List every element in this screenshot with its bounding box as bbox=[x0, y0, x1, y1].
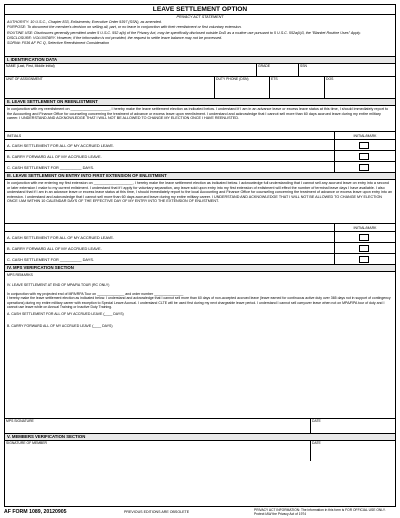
previous-editions-note: PREVIOUS EDITIONS ARE OBSOLETE bbox=[124, 510, 190, 514]
mps-tour-statement: I hereby make the leave settlement election as indicated below. I understand and acknowledge that I cannot sell more than 60 days of non-accepted accrued leave (leave earned for continuous active duty over 365 days not in support of contingency operations) during my entire military career with exception to Special Leave Accrual. I understand CLTE will be used first during my next chargeable leave period. I understand I cannot sell carryover leave when not on MPA/RPA tour of duty and I cannot use leave while on Annual Training or Inactive Duty Training. bbox=[7, 296, 391, 310]
routine-label: ROUTINE USE: bbox=[7, 30, 34, 35]
mps-tour-heading: IV. LEAVE SETTLEMENT AT END OF MPA/RA TOUR (RC ONLY) bbox=[7, 283, 110, 288]
section2-option-b-checkbox[interactable] bbox=[359, 153, 369, 160]
section2-heading: II. LEAVE SETTLEMENT ON REENLISTMENT bbox=[5, 99, 395, 106]
section3-option-b-checkbox[interactable] bbox=[359, 245, 369, 252]
authority-text: 10 U.S.C., Chapter 833, Enlistments; Executive Order 9397 (SSN), as amended. bbox=[30, 20, 162, 25]
mps-date-field[interactable] bbox=[311, 419, 395, 433]
purpose-label: PURPOSE: bbox=[7, 25, 27, 30]
authority-label: AUTHORITY: bbox=[7, 20, 30, 25]
section3-option-c-label: C. CASH SETTLEMENT FOR __________ DAYS. bbox=[5, 254, 335, 264]
unit-label: UNIT OF ASSIGNMENT bbox=[6, 77, 43, 81]
section2-option-a-label: A. CASH SETTLEMENT FOR ALL OF MY ACCRUED LEAVE. bbox=[5, 140, 335, 150]
section3-heading: III. LEAVE SETTLEMENT ON ENTRY INTO FIRST EXTENSION OF ENLISTMENT bbox=[5, 173, 395, 180]
section3-initials-header bbox=[5, 224, 395, 232]
ssn-field[interactable] bbox=[299, 64, 395, 76]
routine-text: Disclosures generally permitted under 5 U.S.C. 552 a(b) of the Privacy Act, may be specifically disclosed outside DoD as a routine use pursuant to 5 U.S.C. 552a(b)3, the "Blanket Routine Uses" Apply. bbox=[34, 30, 361, 35]
section2-option-c bbox=[5, 162, 395, 173]
purpose-text: To document the member's decision on selling all, part, or no leave in conjunction with their reenlistment or first voluntary extension. bbox=[27, 25, 242, 30]
section3-option-b bbox=[5, 243, 395, 254]
dos-field[interactable] bbox=[325, 77, 395, 98]
section2-option-b-label: B. CARRY FORWARD ALL OF MY ACCRUED LEAVE. bbox=[5, 151, 335, 161]
duty-phone-label: DUTY PHONE (DSN) bbox=[216, 77, 249, 81]
section2-option-b bbox=[5, 151, 395, 162]
ets-field[interactable] bbox=[270, 77, 325, 98]
sorn-text: F036 AF PC Q, Selective Reenlistment Consideration bbox=[21, 41, 110, 46]
grade-field[interactable] bbox=[257, 64, 299, 76]
section2-initial-mark-label: INITIAL/MARK bbox=[353, 134, 377, 138]
mps-signature-label: MPS SIGNATURE bbox=[6, 419, 34, 423]
form-title: LEAVE SETTLEMENT OPTION bbox=[5, 5, 395, 15]
grade-label: GRADE bbox=[258, 64, 271, 68]
section3-option-c bbox=[5, 254, 395, 265]
mps-remarks-area[interactable] bbox=[5, 272, 395, 419]
privacy-act-statement bbox=[5, 15, 395, 57]
section3-option-b-label: B. CARRY FORWARD ALL OF MY ACCRUED LEAVE. bbox=[5, 243, 335, 253]
section2-option-a-checkbox[interactable] bbox=[359, 142, 369, 149]
section5-heading: V. MEMBERS VERIFICATION SECTION bbox=[5, 434, 395, 441]
dos-label: DOS bbox=[326, 77, 334, 81]
member-signature-field[interactable] bbox=[5, 441, 311, 461]
disclosure-text: VOLUNTARY. However, if the information is not provided, the request to settle leave balance may not be processed. bbox=[33, 35, 223, 40]
mps-remarks-label: MPS REMARKS bbox=[7, 273, 33, 277]
ets-label: ETS bbox=[271, 77, 278, 81]
name-field[interactable] bbox=[5, 64, 257, 76]
privacy-header: PRIVACY ACT STATEMENT bbox=[176, 15, 224, 19]
section2-initials-header bbox=[5, 132, 395, 140]
section3-option-c-checkbox[interactable] bbox=[359, 256, 369, 263]
section3-option-a-label: A. CASH SETTLEMENT FOR ALL OF MY ACCRUED LEAVE. bbox=[5, 232, 335, 242]
section2-initials-label: INITIALS bbox=[5, 132, 335, 139]
sorn-line bbox=[7, 41, 393, 46]
mps-option-a: A. CASH SETTLEMENT FOR ALL OF MY ACCRUED LEAVE (____ DAYS) bbox=[7, 312, 124, 317]
leave-settlement-form bbox=[4, 4, 396, 507]
section2-option-a bbox=[5, 140, 395, 151]
mps-option-b: B. CARRY FORWARD ALL OF MY ACCRUED LEAVE (____ DAYS) bbox=[7, 323, 113, 328]
mps-signature-field[interactable] bbox=[5, 419, 311, 433]
unit-field[interactable] bbox=[5, 77, 215, 98]
member-date-field[interactable] bbox=[311, 441, 395, 461]
section3-initial-mark-label: INITIAL/MARK bbox=[353, 226, 377, 230]
mps-tour-order: In conjunction with my projected end of MPA/RPA Tour on ______________ and order number _______________ bbox=[7, 291, 184, 296]
mps-date-label: DATE bbox=[312, 419, 321, 423]
name-label: NAME (Last, First, Middle Initial) bbox=[6, 64, 55, 68]
identification-row-1 bbox=[5, 64, 395, 77]
identification-row-2 bbox=[5, 77, 395, 99]
section3-option-a-checkbox[interactable] bbox=[359, 234, 369, 241]
section2-option-c-checkbox[interactable] bbox=[359, 164, 369, 171]
form-id: AF FORM 1089, 20120905 bbox=[4, 509, 67, 515]
member-signature-row bbox=[5, 441, 395, 461]
member-signature-label: SIGNATURE OF MEMBER bbox=[6, 441, 48, 445]
section2-statement: In conjunction with my reenlistment on ___________________, I hereby make the leave settlement election as indicated below. I understand if I am in an advance leave or excess leave status at this time, I should immediately report to the Accounting and Finance Office for counseling concerning the treatment of advance or excess leave upon reenlistment. I understand and acknowledge that I cannot sell more than 60 days accrued leave during my entire military career. I UNDERSTAND AND ACKNOWLEDGE THAT I WILL NOT BE ALLOWED TO CHANGE MY ELECTION ONCE I HAVE REENLISTED. bbox=[5, 106, 395, 132]
privacy-footer-note: PRIVACY ACT INFORMATION: The information in this form is FOR OFFICIAL USE ONLY. Protect IAW the Privacy Act of 1974 bbox=[254, 508, 386, 516]
disclosure-label: DISCLOSURE: bbox=[7, 35, 32, 40]
sorn-label: SORN#: bbox=[7, 41, 21, 46]
ssn-label: SSN bbox=[300, 64, 307, 68]
section1-heading: I. IDENTIFICATION DATA bbox=[5, 57, 395, 64]
mps-signature-row bbox=[5, 419, 395, 434]
section2-option-c-label: C. CASH SETTLEMENT FOR __________ DAYS. bbox=[5, 162, 335, 172]
section4-heading: IV. MPS VERIFICATION SECTION bbox=[5, 265, 395, 272]
section3-option-a bbox=[5, 232, 395, 243]
member-date-label: DATE bbox=[312, 441, 321, 445]
duty-phone-field[interactable] bbox=[215, 77, 270, 98]
section3-statement: In conjunction with me entering my first extension on ___________________, I hereby make the leave settlement election as indicated below. I acknowledge full understanding that I cannot sell any accrued leave on entry into a second or later extension I make to my current enlistment. I understand that if I apply for voluntary separation, any leave sold upon entry into my first extension of enlistment will effect the number of terminal leave days I have available. I also understand that if I am in an advance leave or excess leave status at this time, I should immediately report to the local Accounting and Finance Office for counseling concerning the treatment of advance or excess leave upon entry into an extension. I understand and acknowledge that I cannot sell more than 60 days accrued leave during my entire military career. I UNDERSTAND AND ACKNOWLEDGE THAT I WILL NOT BE ALLOWED TO CHANGE MY ELECTION ONCE I AM WITHIN 10 CALENDAR DAYS OF THE EFFECTIVE DAY OF MY ENTRY INTO THE EXTENSION OF ENLISTMENT. bbox=[5, 180, 395, 224]
form-footer bbox=[4, 509, 396, 518]
